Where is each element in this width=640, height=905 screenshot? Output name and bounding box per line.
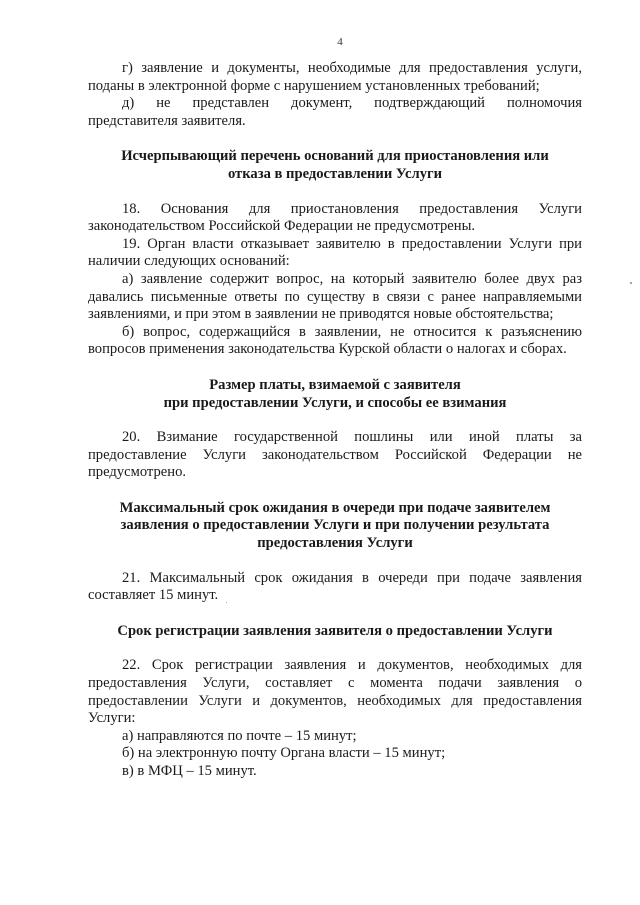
paragraph-19a: а) заявление содержит вопрос, на который заявителю более двух раз давались письменные ответы по существу в связи с ранее направляемыми заявлениями, и при этом в заявлении не приводятся новые обстоятельства; <box>88 270 582 323</box>
scan-speck <box>226 602 227 603</box>
section-heading-queue <box>88 500 582 553</box>
section-heading-fee <box>88 377 582 412</box>
heading-line: Исчерпывающий перечень оснований для приостановления или <box>121 148 549 165</box>
paragraph-22: 22. Срок регистрации заявления и документов, необходимых для предоставления Услуги, составляет с момента подачи заявления о предоставлении Услуги и документов, необходимых для предоставления Услуги: <box>88 657 582 727</box>
document-body <box>88 60 582 781</box>
paragraph-21: 21. Максимальный срок ожидания в очереди при подаче заявления составляет 15 минут. <box>88 569 582 604</box>
paragraph-d: д) не представлен документ, подтверждающий полномочия представителя заявителя. <box>88 95 582 129</box>
section-heading-grounds <box>88 148 582 183</box>
scan-speck <box>361 357 362 358</box>
heading-line: Срок регистрации заявления заявителя о предоставлении Услуги <box>117 622 553 639</box>
heading-line: заявления о предоставлении Услуги и при получении результата <box>120 517 550 534</box>
heading-line: отказа в предоставлении Услуги <box>227 165 443 182</box>
paragraph-19: 19. Орган власти отказывает заявителю в предоставлении Услуги при наличии следующих оснований: <box>88 235 582 270</box>
heading-line: Максимальный срок ожидания в очереди при подаче заявителем <box>119 499 551 516</box>
scan-speck <box>630 282 632 284</box>
heading-line: предоставления Услуги <box>257 535 413 552</box>
paragraph-19b: б) вопрос, содержащийся в заявлении, не относится к разъяснению вопросов применения законодательства Курской области о налогах и сборах. <box>88 323 582 358</box>
paragraph-22c: в) в МФЦ – 15 минут. <box>122 763 257 779</box>
paragraph-22b: б) на электронную почту Органа власти – 15 минут; <box>122 745 446 762</box>
heading-line: при предоставлении Услуги, и способы ее взимания <box>163 394 507 411</box>
paragraph-22a: а) направляются по почте – 15 минут; <box>122 727 357 744</box>
section-heading-registration <box>88 623 582 641</box>
paragraph-g: г) заявление и документы, необходимые для предоставления услуги, поданы в электронной форме с нарушением установленных требований; <box>88 60 582 94</box>
paragraph-20: 20. Взимание государственной пошлины или иной платы за предоставление Услуги законодательством Российской Федерации не предусмотрено. <box>88 429 582 481</box>
heading-line: Размер платы, взимаемой с заявителя <box>209 376 461 393</box>
page-number: 4 <box>337 36 343 48</box>
paragraph-18: 18. Основания для приостановления предоставления Услуги законодательством Российской Федерации не предусмотрены. <box>88 200 582 235</box>
